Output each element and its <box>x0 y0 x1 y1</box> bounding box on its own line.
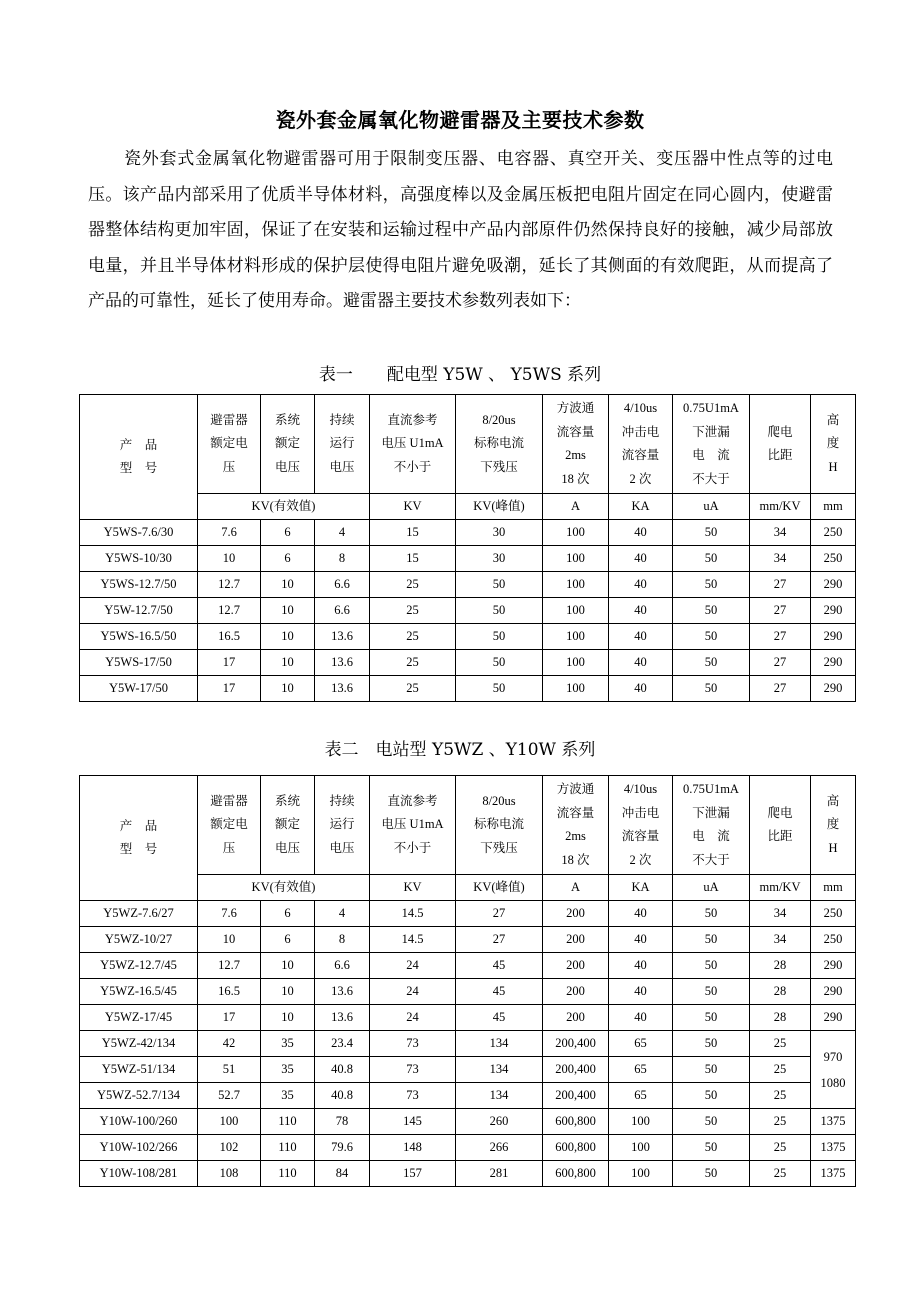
table-cell: 10 <box>261 598 315 624</box>
table-cell: 6.6 <box>315 953 370 979</box>
table1 <box>79 394 856 702</box>
table-cell: 50 <box>673 901 750 927</box>
table-row <box>80 1005 856 1031</box>
table-cell: 34 <box>750 927 811 953</box>
table-row <box>80 650 856 676</box>
unit-cell: mm/KV <box>750 494 811 520</box>
table-cell: 134 <box>456 1083 543 1109</box>
table-cell: 110 <box>261 1109 315 1135</box>
model-cell: Y5WZ-10/27 <box>80 927 198 953</box>
table-cell: 50 <box>673 520 750 546</box>
model-cell: Y5WZ-16.5/45 <box>80 979 198 1005</box>
table-cell: 100 <box>543 650 609 676</box>
table-cell: 50 <box>673 624 750 650</box>
table-cell: 50 <box>673 1083 750 1109</box>
table-row <box>80 1109 856 1135</box>
table-cell: 40 <box>609 979 673 1005</box>
table-cell: 12.7 <box>198 572 261 598</box>
table-cell: 42 <box>198 1031 261 1057</box>
table-cell: 600,800 <box>543 1135 609 1161</box>
table-cell: 200,400 <box>543 1031 609 1057</box>
table-cell: 10 <box>261 979 315 1005</box>
table-cell: 73 <box>370 1031 456 1057</box>
table-cell: 10 <box>198 546 261 572</box>
table-row <box>80 676 856 702</box>
model-cell: Y5WS-12.7/50 <box>80 572 198 598</box>
unit-cell: KA <box>609 875 673 901</box>
table-cell: 28 <box>750 1005 811 1031</box>
table-cell: 10 <box>261 572 315 598</box>
table-cell: 4 <box>315 901 370 927</box>
table-cell: 65 <box>609 1057 673 1083</box>
table-cell: 13.6 <box>315 979 370 1005</box>
table-cell: 65 <box>609 1083 673 1109</box>
table-cell: 25 <box>750 1057 811 1083</box>
table-cell: 35 <box>261 1083 315 1109</box>
table-cell: 100 <box>609 1109 673 1135</box>
table-cell: 45 <box>456 1005 543 1031</box>
table1-caption: 表一 配电型 Y5W 、 Y5WS 系列 <box>318 365 602 385</box>
table-cell: 134 <box>456 1057 543 1083</box>
table-cell: 100 <box>543 624 609 650</box>
unit-cell: mm <box>811 494 856 520</box>
table-row <box>80 624 856 650</box>
table-cell: 45 <box>456 953 543 979</box>
table-cell: 1375 <box>811 1109 856 1135</box>
table-cell: 50 <box>673 650 750 676</box>
header-cell: 避雷器 额定电 压 <box>198 776 261 875</box>
table-cell: 14.5 <box>370 901 456 927</box>
unit-cell: A <box>543 875 609 901</box>
table-cell: 16.5 <box>198 624 261 650</box>
model-cell: Y5WS-16.5/50 <box>80 624 198 650</box>
table-cell: 13.6 <box>315 650 370 676</box>
table-cell: 73 <box>370 1057 456 1083</box>
table-cell: 7.6 <box>198 901 261 927</box>
table-cell: 6 <box>261 901 315 927</box>
table-cell: 25 <box>750 1083 811 1109</box>
model-cell: Y10W-100/260 <box>80 1109 198 1135</box>
table-cell: 25 <box>370 650 456 676</box>
table-cell: 134 <box>456 1031 543 1057</box>
table-cell: 28 <box>750 979 811 1005</box>
table-cell: 10 <box>261 650 315 676</box>
unit-cell: KV(峰值) <box>456 875 543 901</box>
table-cell: 10 <box>261 624 315 650</box>
table-cell: 79.6 <box>315 1135 370 1161</box>
table-cell: 27 <box>750 650 811 676</box>
page-title: 瓷外套金属氧化物避雷器及主要技术参数 <box>275 108 645 132</box>
table-cell: 40.8 <box>315 1083 370 1109</box>
model-cell: Y5WZ-52.7/134 <box>80 1083 198 1109</box>
header-cell: 4/10us 冲击电 流容量 2 次 <box>609 776 673 875</box>
table-cell: 7.6 <box>198 520 261 546</box>
header-cell: 持续 运行 电压 <box>315 776 370 875</box>
table-cell: 50 <box>673 1005 750 1031</box>
table-row <box>80 901 856 927</box>
unit-cell: KV <box>370 875 456 901</box>
table-cell: 6.6 <box>315 598 370 624</box>
table-cell: 25 <box>370 624 456 650</box>
model-cell: Y5WZ-12.7/45 <box>80 953 198 979</box>
table-cell: 14.5 <box>370 927 456 953</box>
table-cell: 17 <box>198 1005 261 1031</box>
table-cell: 100 <box>609 1135 673 1161</box>
table-cell: 40 <box>609 1005 673 1031</box>
table-row <box>80 1057 856 1083</box>
table-cell: 6 <box>261 927 315 953</box>
table-cell: 8 <box>315 546 370 572</box>
table-cell: 50 <box>456 676 543 702</box>
unit-cell: mm <box>811 875 856 901</box>
table-row <box>80 598 856 624</box>
table-cell: 290 <box>811 624 856 650</box>
table-cell: 157 <box>370 1161 456 1187</box>
header-cell: 方波通 流容量 2ms 18 次 <box>543 776 609 875</box>
table-cell: 1375 <box>811 1161 856 1187</box>
table-cell: 110 <box>261 1161 315 1187</box>
table-cell: 13.6 <box>315 624 370 650</box>
table-cell: 250 <box>811 927 856 953</box>
table-cell: 17 <box>198 650 261 676</box>
table-cell: 40 <box>609 624 673 650</box>
table1-header-row <box>80 395 856 494</box>
table-cell: 108 <box>198 1161 261 1187</box>
table-cell: 35 <box>261 1031 315 1057</box>
table-cell: 15 <box>370 520 456 546</box>
table-cell: 28 <box>750 953 811 979</box>
table-cell: 13.6 <box>315 1005 370 1031</box>
table-cell: 200 <box>543 901 609 927</box>
table-cell: 40 <box>609 520 673 546</box>
table-cell: 40 <box>609 927 673 953</box>
model-cell: Y5WZ-42/134 <box>80 1031 198 1057</box>
table-cell: 50 <box>673 1031 750 1057</box>
table-cell: 50 <box>673 927 750 953</box>
table-cell: 148 <box>370 1135 456 1161</box>
table-cell: 40 <box>609 676 673 702</box>
table-cell: 100 <box>543 598 609 624</box>
table-cell: 50 <box>673 1109 750 1135</box>
table-cell: 600,800 <box>543 1161 609 1187</box>
table-cell: 10 <box>261 953 315 979</box>
table-row <box>80 1161 856 1187</box>
unit-cell: KA <box>609 494 673 520</box>
table-cell: 290 <box>811 572 856 598</box>
table-cell: 10 <box>261 1005 315 1031</box>
intro-paragraph: 瓷外套式金属氧化物避雷器可用于限制变压器、电容器、真空开关、变压器中性点等的过电压。该产品内部采用了优质半导体材料，高强度棒以及金属压板把电阻片固定在同心圆内，使避雷器整体结构更加牢固，保证了在安装和运输过程中产品内部原件仍然保持良好的接触，减少局部放电量，并且半导体材料形成的保护层使得电阻片避免吸潮，延长了其侧面的有效爬距，从而提高了产品的可靠性，延长了使用寿命。避雷器主要技术参数列表如下： <box>88 149 833 311</box>
merged-height-cell: 970 1080 <box>811 1031 856 1109</box>
unit-cell: uA <box>673 494 750 520</box>
table-cell: 50 <box>673 953 750 979</box>
table-row <box>80 953 856 979</box>
table-cell: 250 <box>811 901 856 927</box>
table-cell: 200 <box>543 979 609 1005</box>
table-cell: 290 <box>811 979 856 1005</box>
model-cell: Y5W-12.7/50 <box>80 598 198 624</box>
table-cell: 290 <box>811 650 856 676</box>
table-cell: 50 <box>673 1161 750 1187</box>
table-cell: 6.6 <box>315 572 370 598</box>
table-cell: 34 <box>750 520 811 546</box>
table-cell: 6 <box>261 546 315 572</box>
table-cell: 50 <box>456 572 543 598</box>
header-cell: 避雷器 额定电 压 <box>198 395 261 494</box>
table-cell: 200,400 <box>543 1083 609 1109</box>
table-cell: 12.7 <box>198 953 261 979</box>
table2-caption: 表二 电站型 Y5WZ 、Y10W 系列 <box>324 740 596 760</box>
table-cell: 34 <box>750 901 811 927</box>
table-cell: 27 <box>750 598 811 624</box>
table-cell: 45 <box>456 979 543 1005</box>
table-cell: 25 <box>750 1031 811 1057</box>
header-cell: 0.75U1mA 下泄漏 电 流 不大于 <box>673 395 750 494</box>
table-cell: 30 <box>456 546 543 572</box>
table-cell: 13.6 <box>315 676 370 702</box>
table-cell: 27 <box>750 572 811 598</box>
table-cell: 200 <box>543 927 609 953</box>
table-cell: 100 <box>543 546 609 572</box>
unit-cell: A <box>543 494 609 520</box>
table-cell: 6 <box>261 520 315 546</box>
table-cell: 10 <box>198 927 261 953</box>
table-cell: 25 <box>370 676 456 702</box>
header-cell: 爬电 比距 <box>750 395 811 494</box>
model-cell: Y5WZ-51/134 <box>80 1057 198 1083</box>
header-cell: 高 度 H <box>811 395 856 494</box>
table-cell: 27 <box>750 676 811 702</box>
table-cell: 40 <box>609 598 673 624</box>
table-cell: 110 <box>261 1135 315 1161</box>
header-cell: 0.75U1mA 下泄漏 电 流 不大于 <box>673 776 750 875</box>
table-cell: 16.5 <box>198 979 261 1005</box>
table-cell: 40 <box>609 546 673 572</box>
model-cell: Y5WS-7.6/30 <box>80 520 198 546</box>
table-cell: 290 <box>811 1005 856 1031</box>
header-cell: 方波通 流容量 2ms 18 次 <box>543 395 609 494</box>
header-cell: 系统 额定 电压 <box>261 776 315 875</box>
table-cell: 25 <box>750 1109 811 1135</box>
table-cell: 24 <box>370 979 456 1005</box>
table-cell: 50 <box>673 598 750 624</box>
model-cell: Y5WZ-17/45 <box>80 1005 198 1031</box>
table-cell: 290 <box>811 676 856 702</box>
table-cell: 25 <box>370 598 456 624</box>
table-cell: 200 <box>543 1005 609 1031</box>
header-cell: 产 品 型 号 <box>80 395 198 520</box>
table-cell: 50 <box>456 598 543 624</box>
table-cell: 145 <box>370 1109 456 1135</box>
table-cell: 78 <box>315 1109 370 1135</box>
table-cell: 50 <box>673 546 750 572</box>
table-cell: 8 <box>315 927 370 953</box>
model-cell: Y5WZ-7.6/27 <box>80 901 198 927</box>
table-cell: 40 <box>609 572 673 598</box>
table-cell: 35 <box>261 1057 315 1083</box>
unit-cell: KV(有效值) <box>198 494 370 520</box>
table-row <box>80 927 856 953</box>
model-cell: Y5W-17/50 <box>80 676 198 702</box>
table-row <box>80 1135 856 1161</box>
unit-cell: KV <box>370 494 456 520</box>
table-cell: 10 <box>261 676 315 702</box>
table-row <box>80 979 856 1005</box>
table-cell: 25 <box>750 1135 811 1161</box>
table-cell: 40 <box>609 953 673 979</box>
header-cell: 高 度 H <box>811 776 856 875</box>
table-cell: 100 <box>198 1109 261 1135</box>
table-cell: 52.7 <box>198 1083 261 1109</box>
unit-cell: uA <box>673 875 750 901</box>
header-cell: 8/20us 标称电流 下残压 <box>456 395 543 494</box>
table-cell: 50 <box>673 1057 750 1083</box>
header-cell: 系统 额定 电压 <box>261 395 315 494</box>
table-cell: 27 <box>456 927 543 953</box>
header-cell: 4/10us 冲击电 流容量 2 次 <box>609 395 673 494</box>
table-cell: 15 <box>370 546 456 572</box>
table2-header-row <box>80 776 856 875</box>
table-cell: 100 <box>543 676 609 702</box>
table-cell: 27 <box>456 901 543 927</box>
table-cell: 4 <box>315 520 370 546</box>
table-cell: 25 <box>750 1161 811 1187</box>
header-cell: 持续 运行 电压 <box>315 395 370 494</box>
table-cell: 65 <box>609 1031 673 1057</box>
model-cell: Y5WS-17/50 <box>80 650 198 676</box>
header-cell: 直流参考 电压 U1mA 不小于 <box>370 395 456 494</box>
model-cell: Y5WS-10/30 <box>80 546 198 572</box>
table-cell: 290 <box>811 598 856 624</box>
table-cell: 12.7 <box>198 598 261 624</box>
model-cell: Y10W-102/266 <box>80 1135 198 1161</box>
table-cell: 50 <box>673 572 750 598</box>
table-row <box>80 520 856 546</box>
table-cell: 84 <box>315 1161 370 1187</box>
table-row <box>80 1031 856 1057</box>
table-cell: 1375 <box>811 1135 856 1161</box>
table-cell: 34 <box>750 546 811 572</box>
table-cell: 250 <box>811 520 856 546</box>
table-cell: 600,800 <box>543 1109 609 1135</box>
table-cell: 102 <box>198 1135 261 1161</box>
table-cell: 40 <box>609 901 673 927</box>
table-cell: 290 <box>811 953 856 979</box>
table-cell: 73 <box>370 1083 456 1109</box>
table-cell: 30 <box>456 520 543 546</box>
table-cell: 50 <box>456 650 543 676</box>
table-cell: 260 <box>456 1109 543 1135</box>
table-cell: 250 <box>811 546 856 572</box>
table-cell: 100 <box>609 1161 673 1187</box>
header-cell: 直流参考 电压 U1mA 不小于 <box>370 776 456 875</box>
unit-cell: KV(有效值) <box>198 875 370 901</box>
header-cell: 产 品 型 号 <box>80 776 198 901</box>
table-cell: 25 <box>370 572 456 598</box>
table-cell: 50 <box>673 1135 750 1161</box>
table-cell: 50 <box>673 676 750 702</box>
table-cell: 266 <box>456 1135 543 1161</box>
table2 <box>79 775 856 1187</box>
table-cell: 200,400 <box>543 1057 609 1083</box>
table-cell: 200 <box>543 953 609 979</box>
table-cell: 51 <box>198 1057 261 1083</box>
table-cell: 27 <box>750 624 811 650</box>
table-cell: 50 <box>673 979 750 1005</box>
table-row <box>80 1083 856 1109</box>
table-cell: 281 <box>456 1161 543 1187</box>
unit-cell: KV(峰值) <box>456 494 543 520</box>
unit-cell: mm/KV <box>750 875 811 901</box>
table-cell: 50 <box>456 624 543 650</box>
table-cell: 100 <box>543 520 609 546</box>
table-row <box>80 572 856 598</box>
model-cell: Y10W-108/281 <box>80 1161 198 1187</box>
table-cell: 17 <box>198 676 261 702</box>
table-cell: 40.8 <box>315 1057 370 1083</box>
table-cell: 100 <box>543 572 609 598</box>
header-cell: 8/20us 标称电流 下残压 <box>456 776 543 875</box>
table-row <box>80 546 856 572</box>
table-cell: 24 <box>370 1005 456 1031</box>
table-cell: 40 <box>609 650 673 676</box>
header-cell: 爬电 比距 <box>750 776 811 875</box>
table-cell: 24 <box>370 953 456 979</box>
table-cell: 23.4 <box>315 1031 370 1057</box>
